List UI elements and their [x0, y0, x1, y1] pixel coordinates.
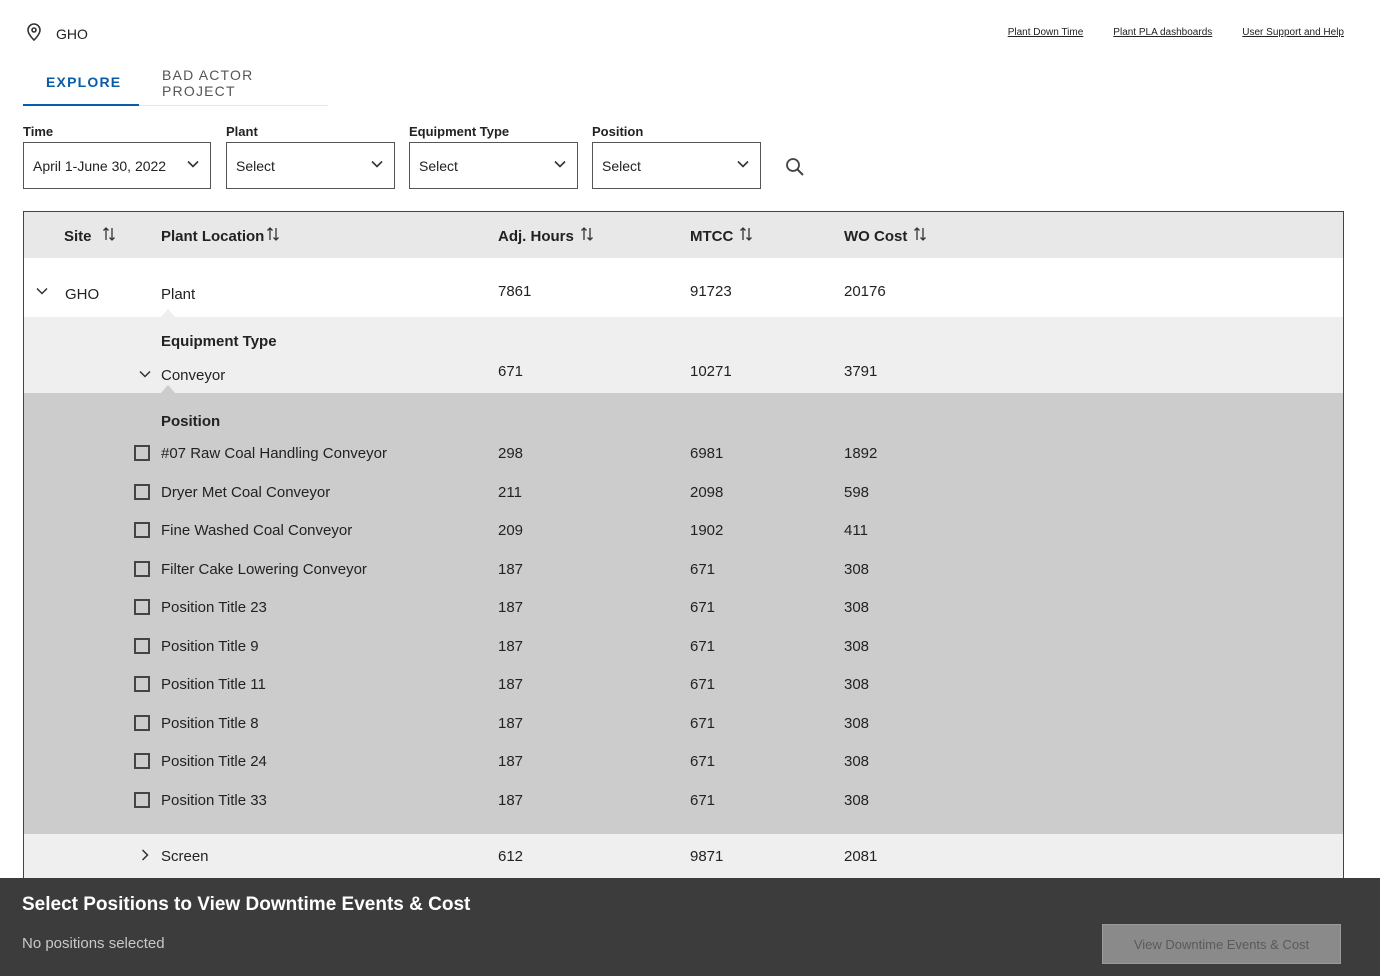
- user-support-link[interactable]: User Support and Help: [1242, 27, 1344, 38]
- position-row[interactable]: [24, 709, 1343, 747]
- equipment-row[interactable]: [24, 317, 1343, 393]
- mtcc-cell: 671: [690, 715, 716, 732]
- adj-hours-cell: 187: [498, 638, 524, 655]
- footer-title: Select Positions to View Downtime Events & Cost: [22, 894, 471, 915]
- equipment-type-group-label: Equipment Type: [161, 333, 277, 350]
- selection-footer: [0, 878, 1380, 976]
- table-header: [24, 212, 1343, 258]
- position-checkbox[interactable]: [134, 522, 150, 538]
- data-table: [23, 211, 1344, 879]
- wo-cost-cell: 308: [844, 715, 870, 732]
- position-group-label: Position: [161, 413, 221, 430]
- position-row[interactable]: [24, 632, 1343, 670]
- position-name-cell: Fine Washed Coal Conveyor: [161, 522, 353, 539]
- wo-cost-cell: 308: [844, 792, 870, 809]
- position-row[interactable]: [24, 555, 1343, 593]
- site-indicator: [24, 22, 88, 45]
- sort-icon[interactable]: [580, 226, 594, 246]
- position-name-cell: Position Title 23: [161, 599, 267, 616]
- site-name: GHO: [56, 25, 88, 42]
- plant-location-cell: Plant: [161, 286, 196, 303]
- position-row[interactable]: [24, 593, 1343, 631]
- search-button[interactable]: [784, 156, 806, 178]
- position-name-cell: Position Title 24: [161, 753, 267, 770]
- mtcc-cell: 2098: [690, 484, 724, 501]
- position-checkbox[interactable]: [134, 753, 150, 769]
- equipment-row-collapsed[interactable]: [24, 834, 1343, 879]
- wo-cost-cell: 308: [844, 638, 870, 655]
- wo-cost-cell: 308: [844, 561, 870, 578]
- position-row[interactable]: [24, 478, 1343, 516]
- position-filter-label: Position: [592, 124, 644, 139]
- location-pin-icon: [24, 22, 44, 45]
- adj-hours-cell: 612: [498, 848, 524, 865]
- plant-select[interactable]: [226, 142, 395, 189]
- chevron-down-icon: [553, 157, 567, 174]
- wo-cost-cell: 1892: [844, 445, 878, 462]
- sort-icon[interactable]: [913, 226, 927, 246]
- plant-select-value: Select: [236, 157, 275, 174]
- equipment-name-cell: Screen: [161, 848, 209, 865]
- chevron-down-icon[interactable]: [138, 367, 152, 381]
- plant-down-time-link[interactable]: Plant Down Time: [1007, 27, 1084, 38]
- column-header-label: WO Cost: [844, 227, 908, 245]
- mtcc-cell: 671: [690, 561, 716, 578]
- sort-icon[interactable]: [739, 226, 753, 246]
- position-row[interactable]: [24, 439, 1343, 477]
- adj-hours-cell: 209: [498, 522, 524, 539]
- wo-cost-cell: 2081: [844, 848, 878, 865]
- adj-hours-cell: 671: [498, 363, 524, 380]
- time-filter: [23, 124, 211, 189]
- position-row[interactable]: [24, 747, 1343, 785]
- position-name-cell: Position Title 8: [161, 715, 259, 732]
- sort-icon[interactable]: [266, 226, 280, 246]
- wo-cost-cell: 308: [844, 753, 870, 770]
- position-name-cell: Position Title 33: [161, 792, 267, 809]
- plant-pla-dashboards-link[interactable]: Plant PLA dashboards: [1113, 27, 1213, 38]
- wo-cost-cell: 3791: [844, 363, 878, 380]
- column-header-label: Site: [64, 227, 92, 245]
- wo-cost-cell: 308: [844, 676, 870, 693]
- column-header-plant-location[interactable]: [161, 226, 280, 246]
- wo-cost-cell: 308: [844, 599, 870, 616]
- position-row[interactable]: [24, 786, 1343, 824]
- mtcc-cell: 10271: [690, 363, 732, 380]
- position-name-cell: #07 Raw Coal Handling Conveyor: [161, 445, 387, 462]
- column-header-adj-hours[interactable]: [498, 226, 594, 246]
- position-checkbox[interactable]: [134, 676, 150, 692]
- position-row[interactable]: [24, 670, 1343, 708]
- position-checkbox[interactable]: [134, 445, 150, 461]
- adj-hours-cell: 187: [498, 676, 524, 693]
- wo-cost-cell: 20176: [844, 283, 886, 300]
- top-links: [1008, 27, 1344, 38]
- adj-hours-cell: 187: [498, 561, 524, 578]
- position-filter: [592, 124, 761, 189]
- chevron-down-icon: [186, 157, 200, 174]
- adj-hours-cell: 7861: [498, 283, 532, 300]
- tab-bad-actor-project[interactable]: BAD ACTOR PROJECT: [162, 67, 254, 99]
- selection-status: No positions selected: [22, 935, 165, 952]
- column-header-label: Adj. Hours: [498, 227, 574, 245]
- mtcc-cell: 671: [690, 676, 716, 693]
- chevron-down-icon[interactable]: [35, 284, 49, 298]
- equipment-type-select[interactable]: [409, 142, 578, 189]
- adj-hours-cell: 187: [498, 599, 524, 616]
- column-header-label: Plant Location: [161, 227, 265, 245]
- adj-hours-cell: 211: [498, 484, 522, 501]
- chevron-down-icon: [736, 157, 750, 174]
- mtcc-cell: 1902: [690, 522, 724, 539]
- plant-filter: [226, 124, 395, 189]
- mtcc-cell: 671: [690, 792, 716, 809]
- search-icon: [784, 165, 806, 182]
- equipment-type-filter: [409, 124, 578, 189]
- expand-pointer: [161, 309, 175, 317]
- adj-hours-cell: 298: [498, 445, 524, 462]
- mtcc-cell: 9871: [690, 848, 724, 865]
- site-cell: GHO: [65, 286, 100, 303]
- sort-icon[interactable]: [102, 226, 116, 246]
- position-name-cell: Position Title 11: [161, 676, 266, 693]
- mtcc-cell: 91723: [690, 283, 732, 300]
- view-downtime-events-button[interactable]: View Downtime Events & Cost: [1102, 924, 1341, 964]
- position-select[interactable]: [592, 142, 761, 189]
- adj-hours-cell: 187: [498, 753, 524, 770]
- wo-cost-cell: 598: [844, 484, 870, 501]
- column-header-label: MTCC: [690, 227, 734, 245]
- position-name-cell: Filter Cake Lowering Conveyor: [161, 561, 367, 578]
- mtcc-cell: 671: [690, 638, 716, 655]
- time-select[interactable]: [23, 142, 211, 189]
- position-name-cell: Position Title 9: [161, 638, 259, 655]
- time-select-value: April 1-June 30, 2022: [33, 157, 167, 174]
- wo-cost-cell: 411: [844, 522, 868, 539]
- position-select-value: Select: [602, 157, 641, 174]
- position-name-cell: Dryer Met Coal Conveyor: [161, 484, 331, 501]
- column-header-site[interactable]: [64, 226, 116, 246]
- mtcc-cell: 671: [690, 753, 716, 770]
- expand-pointer: [161, 385, 175, 393]
- site-row[interactable]: [24, 258, 1343, 317]
- plant-filter-label: Plant: [226, 124, 258, 139]
- position-checkbox[interactable]: [134, 792, 150, 808]
- chevron-down-icon: [370, 157, 384, 174]
- equipment-type-select-value: Select: [419, 157, 458, 174]
- position-checkbox[interactable]: [134, 484, 150, 500]
- adj-hours-cell: 187: [498, 715, 524, 732]
- tab-explore[interactable]: EXPLORE: [23, 60, 139, 106]
- chevron-right-icon[interactable]: [138, 848, 152, 862]
- position-checkbox[interactable]: [134, 638, 150, 654]
- column-header-wo-cost[interactable]: [844, 226, 927, 246]
- equipment-name-cell: Conveyor: [161, 367, 226, 384]
- equipment-type-filter-label: Equipment Type: [409, 124, 510, 139]
- top-bar: [0, 0, 1380, 64]
- position-block: [24, 393, 1343, 834]
- position-checkbox[interactable]: [134, 599, 150, 615]
- mtcc-cell: 6981: [690, 445, 724, 462]
- tab-bar: [23, 60, 328, 106]
- mtcc-cell: 671: [690, 599, 716, 616]
- adj-hours-cell: 187: [498, 792, 524, 809]
- position-checkbox[interactable]: [134, 715, 150, 731]
- position-row[interactable]: [24, 516, 1343, 554]
- time-filter-label: Time: [23, 124, 54, 139]
- position-checkbox[interactable]: [134, 561, 150, 577]
- column-header-mtcc[interactable]: [690, 226, 753, 246]
